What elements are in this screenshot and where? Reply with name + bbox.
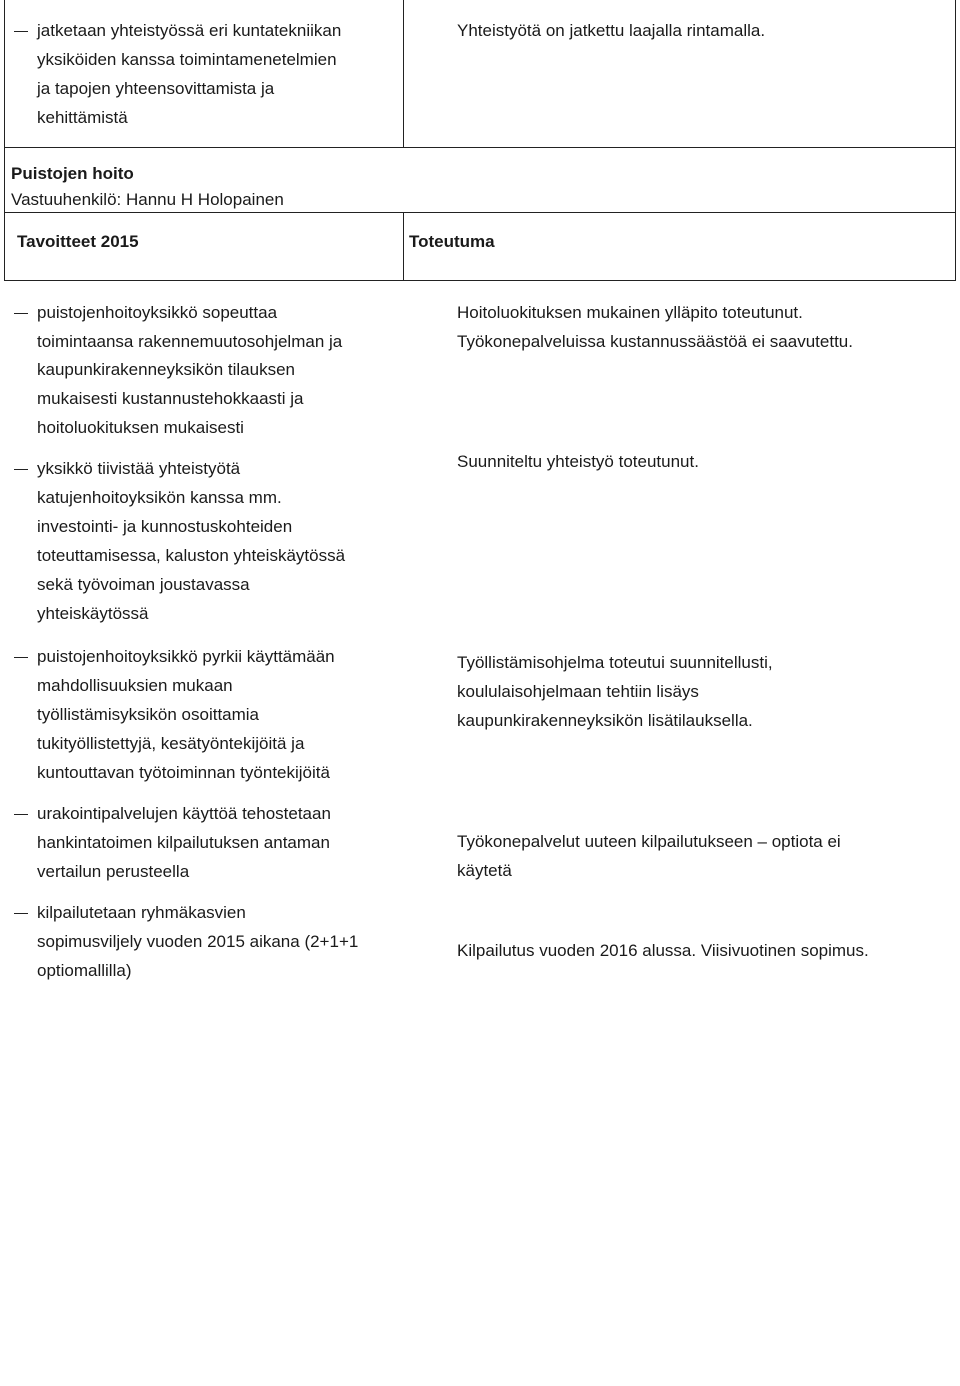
top-goal-line: ja tapojen yhteensovittamista ja xyxy=(37,79,275,98)
outcome-line: Työkonepalvelut uuteen kilpailutukseen – optiota ei xyxy=(457,832,841,851)
goal-line: hankintatoimen kilpailutuksen antaman xyxy=(37,833,330,852)
goal-line: hoitoluokituksen mukaisesti xyxy=(37,418,244,437)
goal-line: kuntouttavan työtoiminnan työntekijöitä xyxy=(37,763,330,782)
outcome-line: käytetä xyxy=(457,861,512,880)
header-goals: Tavoitteet 2015 xyxy=(17,232,139,251)
bullet-dash xyxy=(14,313,28,314)
top-goal-line: jatketaan yhteistyössä eri kuntatekniikan xyxy=(37,21,342,40)
top-outcome: Yhteistyötä on jatkettu laajalla rintamalla. xyxy=(457,21,766,40)
goal-line: toimintaansa rakennemuutosohjelman ja xyxy=(37,332,343,351)
row-divider-3 xyxy=(4,280,956,281)
bullet-dash xyxy=(14,657,28,658)
outcome-line: Työkonepalveluissa kustannussäästöä ei saavutettu. xyxy=(457,332,853,351)
goal-line: kilpailutetaan ryhmäkasvien xyxy=(37,903,246,922)
table-right-border xyxy=(955,0,956,280)
column-divider-header xyxy=(403,212,404,280)
goal-line: tukityöllistettyjä, kesätyöntekijöitä ja xyxy=(37,734,305,753)
goal-line: mahdollisuuksien mukaan xyxy=(37,676,233,695)
goal-line: työllistämisyksikön osoittamia xyxy=(37,705,260,724)
outcome-line: kaupunkirakenneyksikön lisätilauksella. xyxy=(457,711,753,730)
row-divider-1 xyxy=(4,147,956,148)
goal-line: sopimusviljely vuoden 2015 aikana (2+1+1 xyxy=(37,932,359,951)
goal-line: investointi- ja kunnostuskohteiden xyxy=(37,517,293,536)
outcome-line: Hoitoluokituksen mukainen ylläpito toteutunut. xyxy=(457,303,803,322)
goal-line: puistojenhoitoyksikkö sopeuttaa xyxy=(37,303,278,322)
bullet-dash xyxy=(14,913,28,914)
top-goal-line: kehittämistä xyxy=(37,108,128,127)
table-left-border xyxy=(4,0,5,280)
goal-line: mukaisesti kustannustehokkaasti ja xyxy=(37,389,304,408)
goal-line: optiomallilla) xyxy=(37,961,132,980)
bullet-dash xyxy=(14,814,28,815)
top-goal-line: yksiköiden kanssa toimintamenetelmien xyxy=(37,50,337,69)
goal-line: yhteiskäytössä xyxy=(37,604,149,623)
goal-line: katujenhoitoyksikön kanssa mm. xyxy=(37,488,282,507)
outcome-line: Työllistämisohjelma toteutui suunnitellusti, xyxy=(457,653,773,672)
header-outcome: Toteutuma xyxy=(409,232,495,251)
goal-line: puistojenhoitoyksikkö pyrkii käyttämään xyxy=(37,647,335,666)
outcome-line: Kilpailutus vuoden 2016 alussa. Viisivuotinen sopimus. xyxy=(457,941,869,960)
outcome-line: koululaisohjelmaan tehtiin lisäys xyxy=(457,682,699,701)
column-divider-top xyxy=(403,0,404,147)
bullet-dash xyxy=(14,31,28,32)
outcome-line: Suunniteltu yhteistyö toteutunut. xyxy=(457,452,699,471)
goal-line: sekä työvoiman joustavassa xyxy=(37,575,250,594)
goal-line: kaupunkirakenneyksikön tilauksen xyxy=(37,360,295,379)
goal-line: toteuttamisessa, kaluston yhteiskäytössä xyxy=(37,546,346,565)
goal-line: urakointipalvelujen käyttöä tehostetaan xyxy=(37,804,331,823)
goal-line: vertailun perusteella xyxy=(37,862,190,881)
goal-line: yksikkö tiivistää yhteistyötä xyxy=(37,459,241,478)
responsible-person: Vastuuhenkilö: Hannu H Holopainen xyxy=(11,190,284,209)
section-title: Puistojen hoito xyxy=(11,164,134,183)
row-divider-2 xyxy=(4,212,956,213)
bullet-dash xyxy=(14,469,28,470)
